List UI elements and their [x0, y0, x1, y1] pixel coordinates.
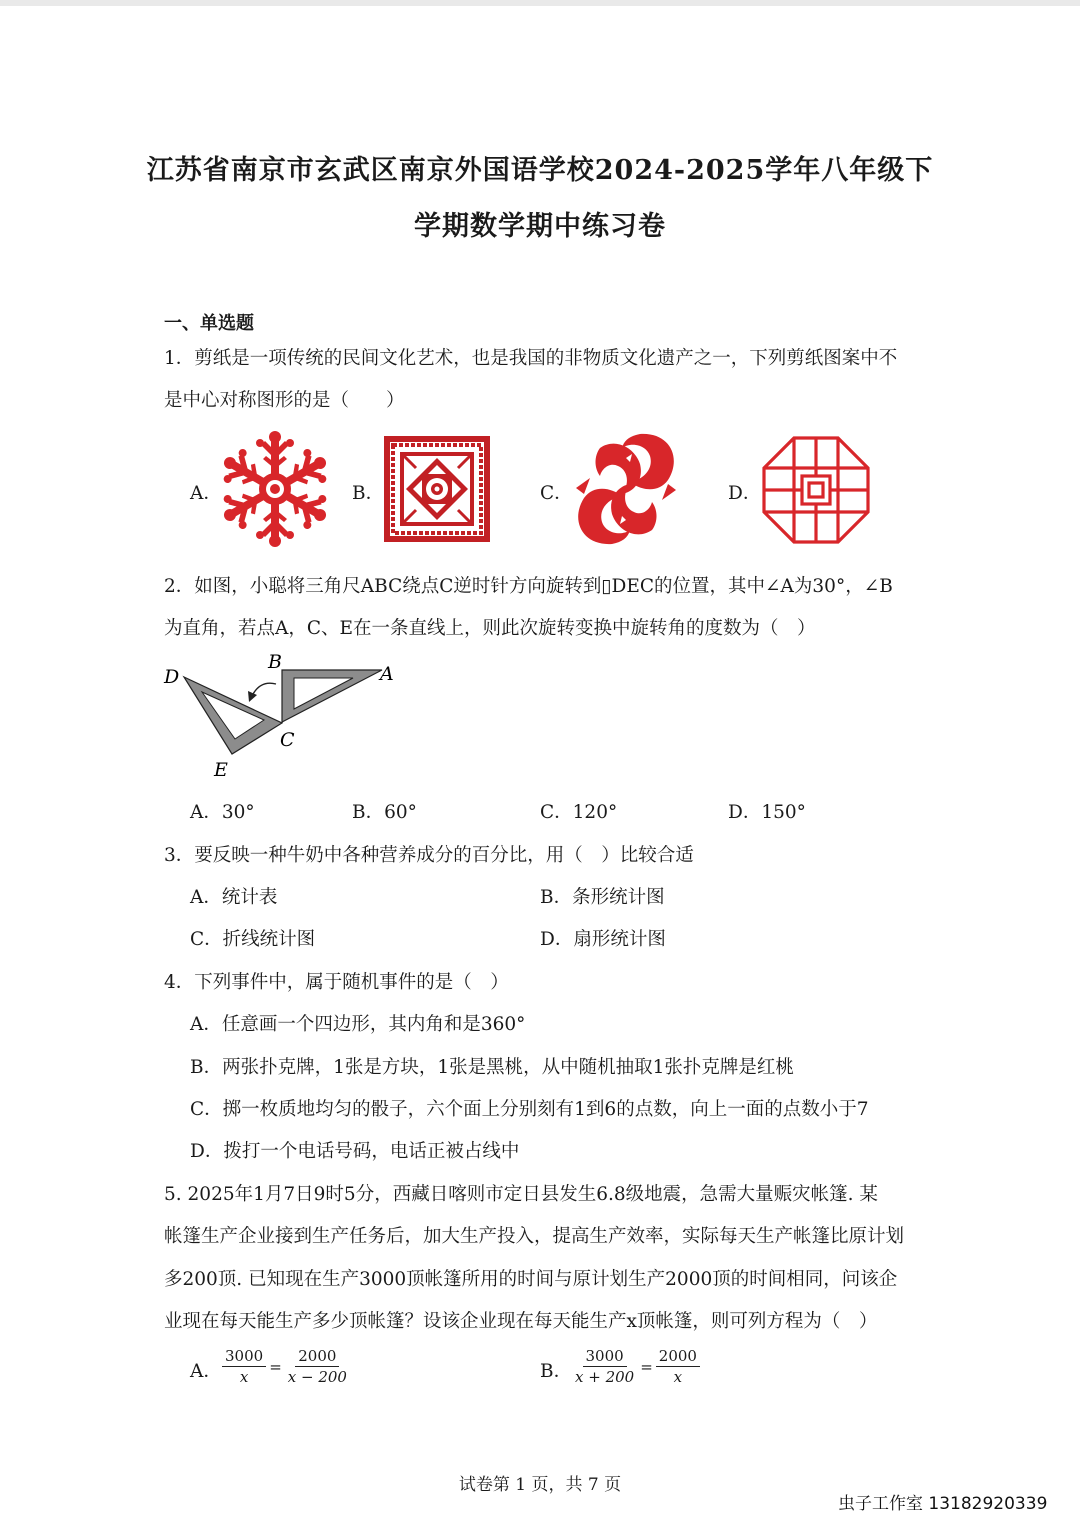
arrowhead-icon	[248, 691, 257, 702]
section-heading: 一、单选题	[164, 313, 254, 334]
q5-option-a-label: A．	[190, 1361, 222, 1382]
snowflake-papercut-icon	[220, 430, 330, 548]
top-band	[0, 0, 1080, 6]
q1-stem-line1: 1．剪纸是一项传统的民间文化艺术，也是我国的非物质文化遗产之一，下列剪纸图案中不	[164, 348, 898, 369]
q1-stem-line2: 是中心对称图形的是（ ）	[164, 390, 405, 411]
frac-den: x	[673, 1368, 683, 1386]
rotation-arrow	[252, 683, 276, 696]
q5-option-a-equation	[222, 1346, 350, 1387]
octagon-lattice-papercut-icon	[762, 436, 870, 544]
q4-option-a: A．任意画一个四边形，其内角和是360°	[190, 1014, 526, 1035]
page-title-line2: 学期数学期中练习卷	[414, 211, 666, 242]
q4-option-c: C．掷一枚质地均匀的骰子，六个面上分别刻有1到6的点数，向上一面的点数小于7	[190, 1099, 869, 1120]
watermark-stamp: 虫子工作室 13182920339	[838, 1494, 1048, 1514]
triangle-rotation-figure	[160, 650, 410, 785]
frac-num: 2000	[295, 1346, 339, 1367]
equals-sign: =	[269, 1357, 282, 1376]
frac-num: 2000	[656, 1346, 700, 1367]
q2-stem-line2: 为直角，若点A，C、E在一条直线上，则此次旋转变换中旋转角的度数为（ ）	[164, 618, 816, 639]
q4-option-d: D．拨打一个电话号码，电话正被占线中	[190, 1141, 520, 1162]
q1-option-d-label: D．	[728, 483, 762, 504]
q3-option-a: A．统计表	[190, 887, 278, 908]
q4-option-b: B．两张扑克牌，1张是方块，1张是黑桃，从中随机抽取1张扑克牌是红桃	[190, 1057, 794, 1078]
q1-option-c-label: C．	[540, 483, 573, 504]
q3-option-c: C．折线统计图	[190, 929, 316, 950]
q3-option-b: B．条形统计图	[540, 887, 665, 908]
q5-option-b-equation	[572, 1346, 700, 1387]
label-e: E	[214, 759, 228, 781]
label-b: B	[268, 651, 282, 673]
q2-stem-line1: 2．如图，小聪将三角尺ABC绕点C逆时针方向旋转到▯DEC的位置，其中∠A为30°，∠B	[164, 576, 893, 597]
twin-fish-papercut-icon	[570, 428, 682, 550]
q5-stem-line4: 业现在每天能生产多少顶帐篷？设该企业现在每天能生产x顶帐篷，则可列方程为（ ）	[164, 1311, 878, 1332]
q2-option-b: B．60°	[352, 802, 417, 823]
label-c: C	[280, 729, 295, 751]
q2-option-c: C．120°	[540, 802, 618, 823]
q2-option-a: A．30°	[190, 802, 255, 823]
frac-den: x + 200	[575, 1368, 635, 1386]
label-a: A	[380, 663, 394, 685]
frac-den: x − 200	[287, 1368, 347, 1386]
q1-option-a-label: A．	[190, 483, 222, 504]
frac-num: 3000	[222, 1346, 266, 1367]
q1-option-b-label: B．	[352, 483, 385, 504]
q5-stem-line3: 多200顶. 已知现在生产3000顶帐篷所用的时间与原计划生产2000顶的时间相同，问该企	[164, 1269, 898, 1290]
q5-stem-line2: 帐篷生产企业接到生产任务后，加大生产投入，提高生产效率，实际每天生产帐篷比原计划	[164, 1226, 905, 1247]
page-footer: 试卷第 1 页，共 7 页	[458, 1475, 622, 1495]
frac-den: x	[239, 1368, 249, 1386]
q3-stem: 3．要反映一种牛奶中各种营养成分的百分比，用（ ）比较合适	[164, 845, 694, 866]
q5-stem-line1: 5. 2025年1月7日9时5分，西藏日喀则市定日县发生6.8级地震，急需大量赈灾帐篷. 某	[164, 1184, 878, 1205]
equals-sign: =	[640, 1357, 653, 1376]
q3-option-d: D．扇形统计图	[540, 929, 666, 950]
triangle-abc-hole	[294, 678, 353, 709]
q4-stem: 4．下列事件中，属于随机事件的是（ ）	[164, 972, 509, 993]
frac-num: 3000	[583, 1346, 627, 1367]
square-lattice-papercut-icon	[384, 436, 490, 542]
q2-option-d: D．150°	[728, 802, 806, 823]
q5-option-b-label: B．	[540, 1361, 573, 1382]
page-title-line1: 江苏省南京市玄武区南京外国语学校2024-2025学年八年级下	[146, 155, 934, 186]
label-d: D	[164, 666, 180, 688]
